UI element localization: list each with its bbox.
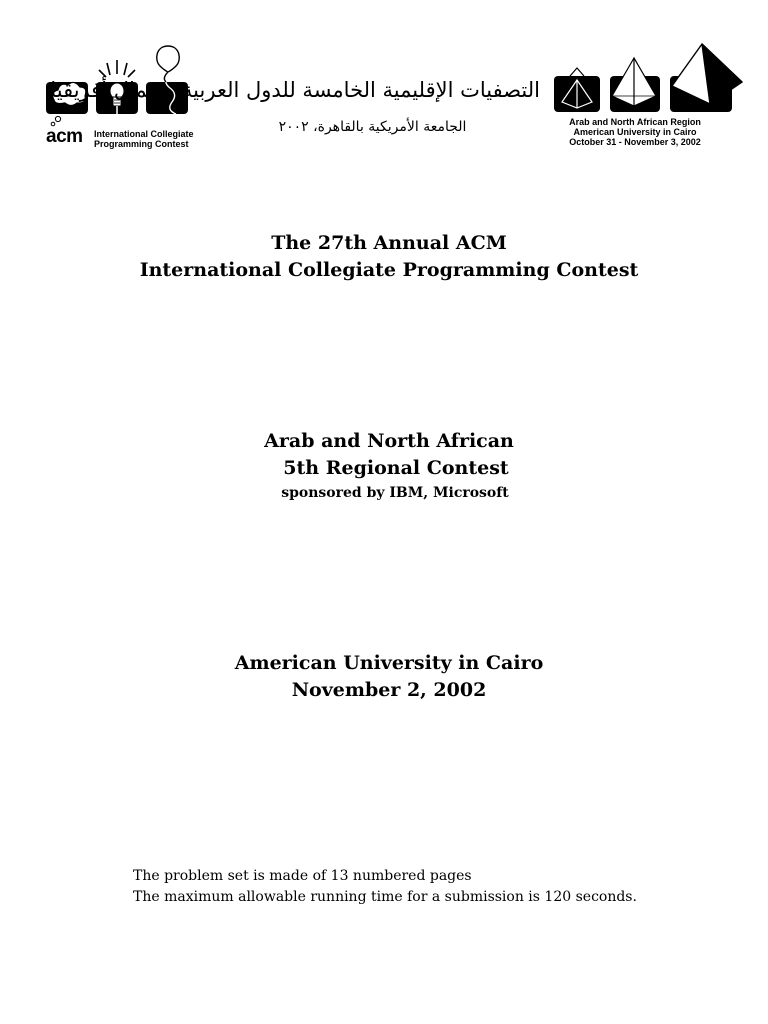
regional-contest-heading <box>0 428 768 504</box>
title-line1: The 27th Annual ACM <box>271 232 507 254</box>
regional-contest-logo <box>552 40 752 152</box>
acm-wordmark: acm <box>46 126 83 147</box>
region-heading-line2: 5th Regional Contest <box>283 457 509 479</box>
venue-date <box>0 650 768 704</box>
region-line2: American University in Cairo <box>573 127 697 137</box>
acm-subtitle-line1: International Collegiate <box>94 129 194 139</box>
region-line1: Arab and North African Region <box>569 117 701 127</box>
venue-name: American University in Cairo <box>234 652 544 674</box>
sponsor-line: sponsored by IBM, Microsoft <box>281 485 509 501</box>
region-heading-line1: Arab and North African <box>264 430 514 452</box>
title-line2: International Collegiate Programming Contest <box>139 259 639 281</box>
region-line3: October 31 - November 3, 2002 <box>569 137 701 147</box>
contest-title <box>0 230 768 284</box>
notes-line1: The problem set is made of 13 numbered pages <box>133 868 472 884</box>
notes-line2: The maximum allowable running time for a submission is 120 seconds. <box>133 889 637 905</box>
arabic-title: التصفيات الإقليمية الخامسة للدول العربية وشمال أفريقيا <box>50 78 540 102</box>
pyramids-graphic <box>552 40 752 120</box>
regional-contest-text <box>552 117 718 147</box>
acm-subtitle-line2: Programming Contest <box>94 139 189 149</box>
contest-date: November 2, 2002 <box>291 679 487 701</box>
arabic-subtitle: الجامعة الأمريكية بالقاهرة، ٢٠٠٢ <box>278 119 467 135</box>
problem-set-notes <box>133 866 637 908</box>
acm-subtitle <box>94 129 194 149</box>
